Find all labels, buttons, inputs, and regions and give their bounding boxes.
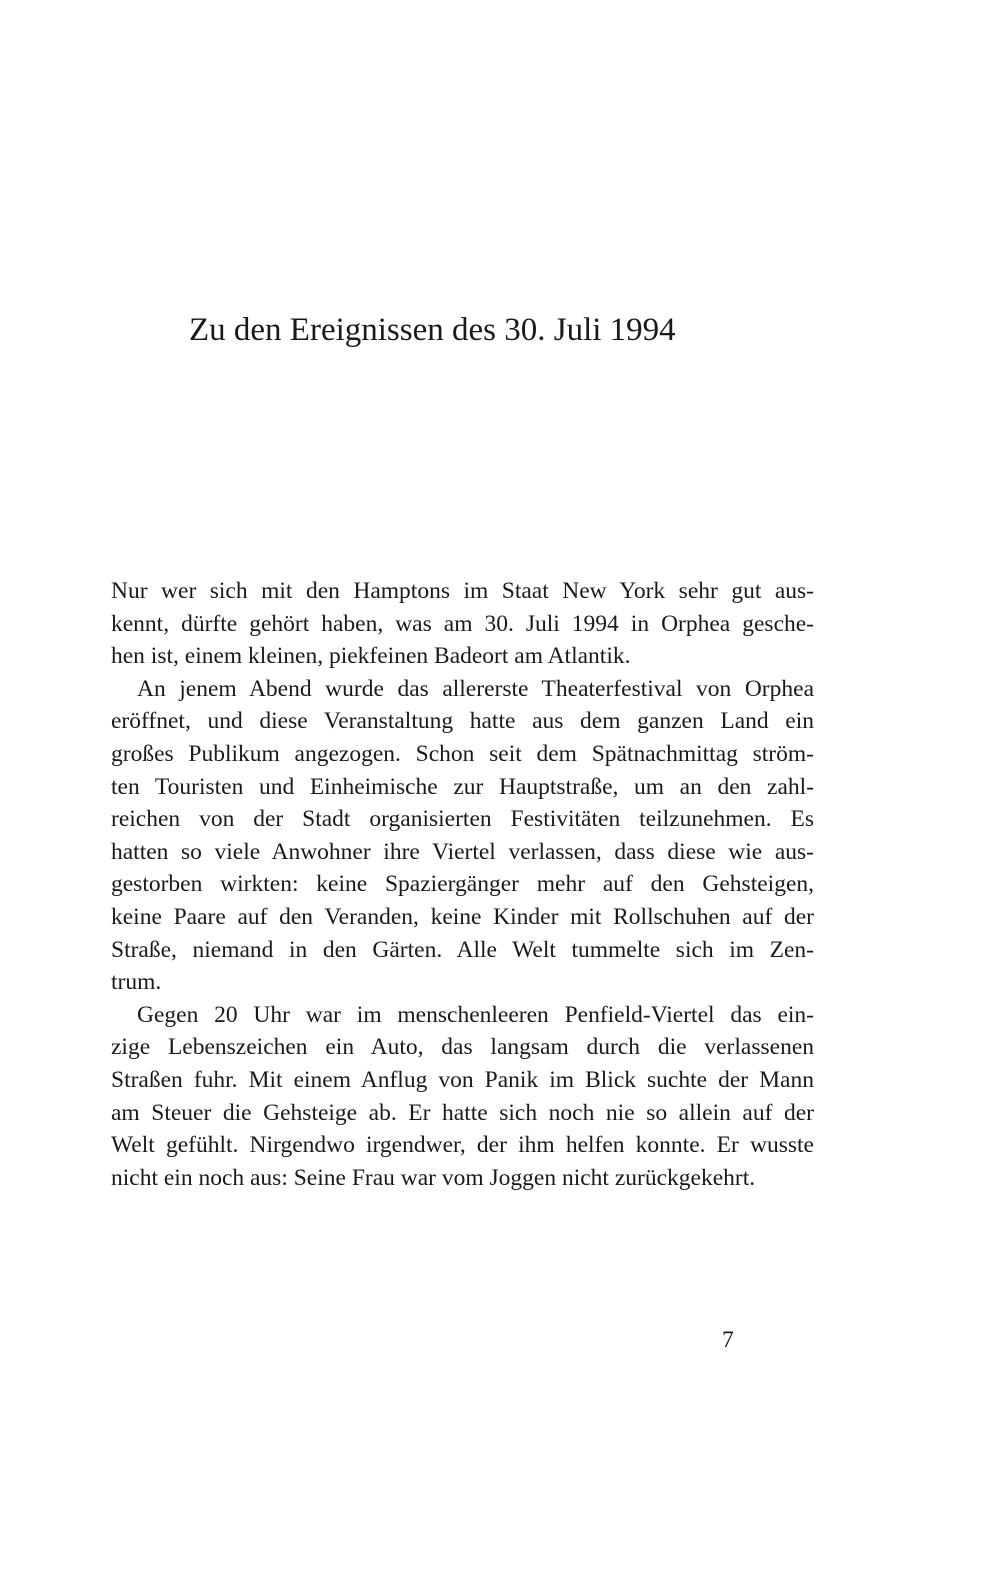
text-line: Nur wer sich mit den Hamptons im Staat New York sehr gut aus-: [111, 578, 814, 604]
paragraph: [111, 673, 814, 999]
text-line: nicht ein noch aus: Seine Frau war vom Joggen nicht zurückgekehrt.: [111, 1164, 756, 1191]
text-line: keine Paare auf den Veranden, keine Kinder mit Rollschuhen auf der: [111, 903, 814, 930]
text-line: reichen von der Stadt organisierten Festivitäten teilzunehmen. Es: [111, 806, 814, 833]
paragraph: [111, 575, 814, 673]
text-line: gestorben wirkten: keine Spaziergänger mehr auf den Gehsteigen,: [111, 871, 814, 898]
text-line: eröffnet, und diese Veranstaltung hatte aus dem ganzen Land ein: [111, 708, 814, 735]
text-line: trum.: [111, 969, 162, 996]
text-line: hatten so viele Anwohner ihre Viertel verlassen, dass diese wie aus-: [111, 838, 814, 865]
text-line: Straße, niemand in den Gärten. Alle Welt tummelte sich im Zen-: [111, 936, 814, 963]
text-line: am Steuer die Gehsteige ab. Er hatte sich noch nie so allein auf der: [111, 1099, 814, 1126]
text-line: ten Touristen und Einheimische zur Hauptstraße, um an den zahl-: [111, 773, 814, 800]
text-line: An jenem Abend wurde das allererste Theaterfestival von Orphea: [137, 675, 814, 702]
text-line: Welt gefühlt. Nirgendwo irgendwer, der ihm helfen konnte. Er wusste: [111, 1132, 814, 1159]
text-line: Straßen fuhr. Mit einem Anflug von Panik im Blick suchte der Mann: [111, 1066, 814, 1093]
paragraph: [111, 999, 814, 1195]
text-line: hen ist, einem kleinen, piekfeinen Badeort am Atlantik.: [111, 643, 631, 670]
text-line: Gegen 20 Uhr war im menschenleeren Penfield-Viertel das ein-: [137, 1001, 814, 1028]
text-line: großes Publikum angezogen. Schon seit dem Spätnachmittag ström-: [111, 740, 814, 767]
chapter-title: Zu den Ereignissen des 30. Juli 1994: [189, 312, 676, 348]
text-line: kennt, dürfte gehört haben, was am 30. Juli 1994 in Orphea gesche-: [111, 610, 814, 637]
body-text: [111, 575, 814, 1194]
page-number: 7: [722, 1327, 734, 1353]
text-line: zige Lebenszeichen ein Auto, das langsam durch die verlassenen: [111, 1034, 814, 1061]
